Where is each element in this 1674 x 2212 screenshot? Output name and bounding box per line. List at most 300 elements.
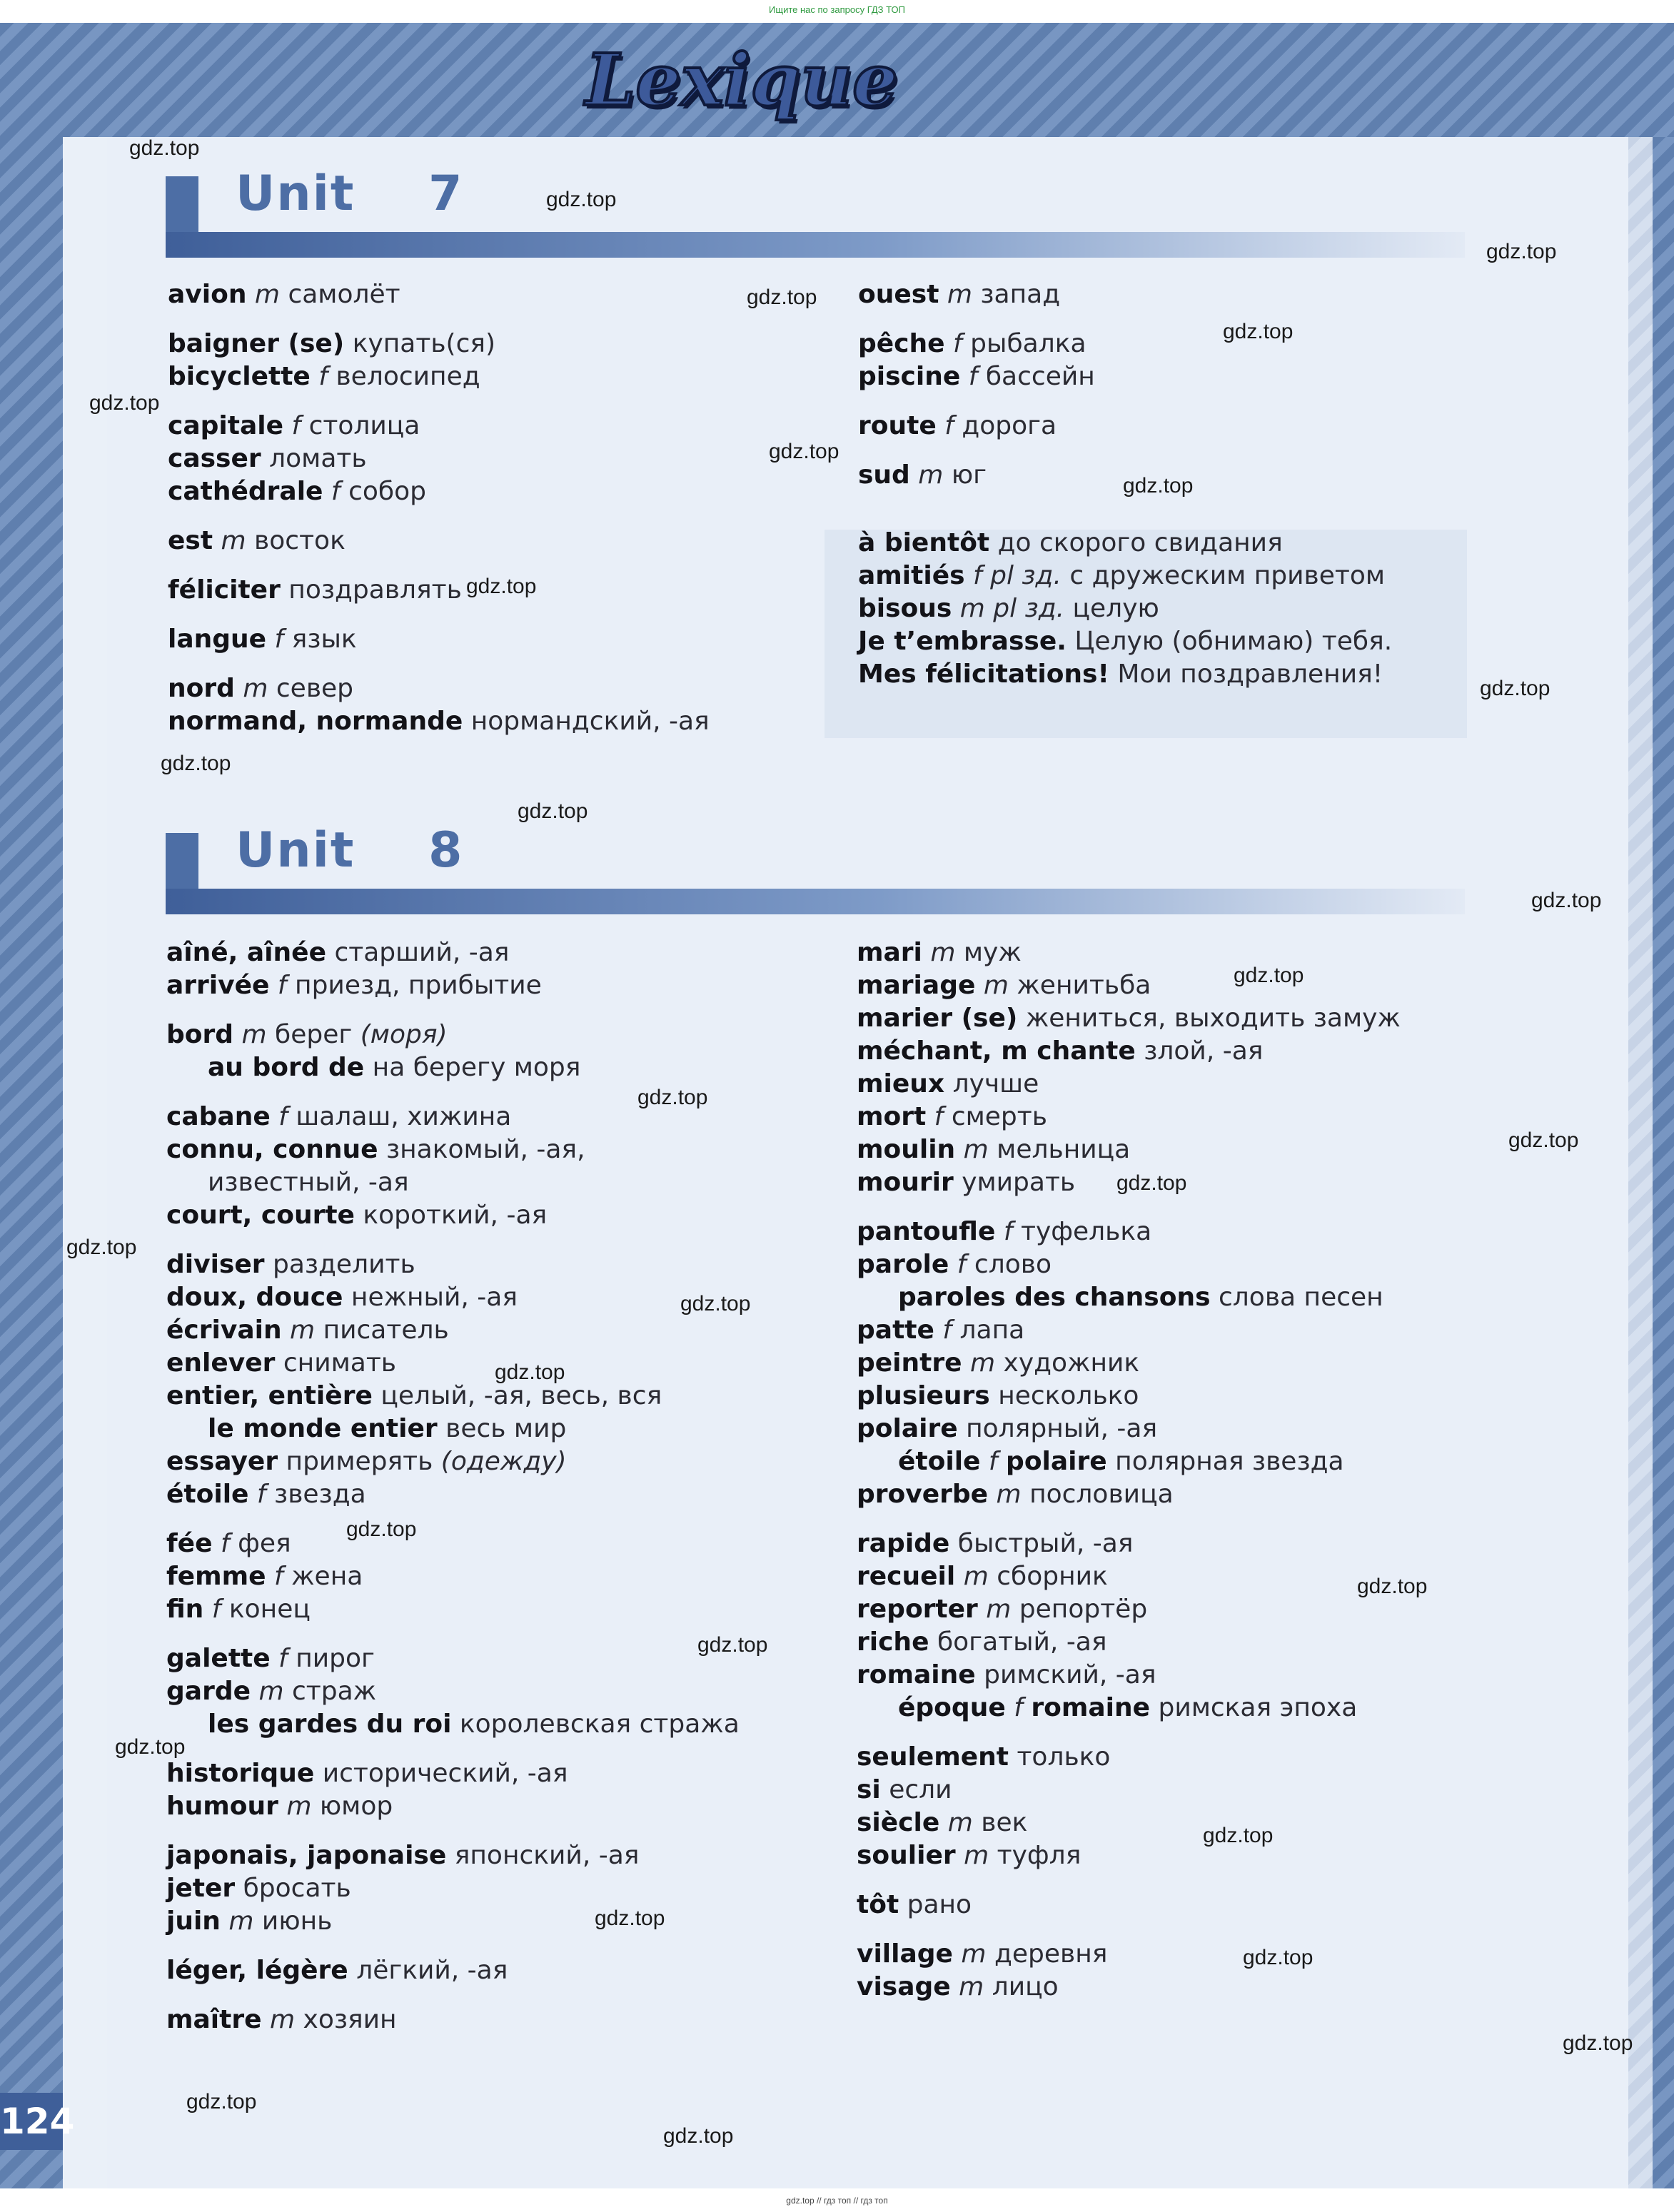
vocab-entry — [166, 1527, 740, 1560]
translation: ломать — [269, 444, 367, 473]
vocab-word: marier (se) — [857, 1004, 1018, 1033]
vocab-entry — [168, 525, 710, 557]
vocab-entry — [857, 1560, 1401, 1593]
grammar-mark: m — [961, 1939, 987, 1969]
translation: римская эпоха — [1158, 1693, 1358, 1722]
vocab-word: cathédrale — [168, 477, 323, 506]
vocab-entry — [857, 1478, 1401, 1511]
translation: собор — [348, 477, 426, 506]
vocab-word: juin — [166, 1907, 221, 1936]
vocab-word: est — [168, 526, 213, 555]
vocab-entry — [857, 1839, 1401, 1872]
grammar-mark: f — [277, 971, 287, 1000]
translation: слова песен — [1218, 1283, 1383, 1312]
vocab-entry — [166, 1019, 740, 1051]
vocab-word: ouest — [858, 280, 939, 309]
vocab-entry — [857, 1281, 1401, 1314]
translation: рыбалка — [970, 329, 1086, 358]
grammar-mark: m — [970, 1348, 996, 1378]
vocab-entry — [858, 278, 1095, 311]
translation: страж — [292, 1677, 377, 1706]
vocab-word: au bord de — [208, 1053, 365, 1082]
translation: хозяин — [303, 2005, 397, 2034]
watermark: gdz.top — [129, 136, 200, 160]
vocab-word: époque — [898, 1693, 1006, 1722]
grammar-mark: m — [286, 1792, 312, 1821]
grammar-mark: m — [258, 1677, 284, 1706]
vocab-entry — [166, 1051, 740, 1084]
vocab-entry — [858, 459, 1095, 492]
grammar-mark: f — [957, 1250, 967, 1279]
watermark: gdz.top — [595, 1907, 665, 1930]
vocab-entry — [166, 1872, 740, 1905]
vocab-word: mariage — [857, 971, 976, 1000]
unit7-title: Unit 7 — [236, 166, 464, 222]
grammar-mark: m — [947, 280, 972, 309]
vocab-entry — [166, 1560, 740, 1593]
unit7-phrases-column — [858, 527, 1392, 691]
translation: умирать — [962, 1168, 1076, 1197]
vocab-word: soulier — [857, 1841, 956, 1870]
vocab-word: essayer — [166, 1447, 278, 1476]
vocab-entry — [166, 1593, 740, 1626]
translation: женитьба — [1017, 971, 1151, 1000]
vocab-entry — [857, 1692, 1401, 1724]
vocab-word: arrivée — [166, 971, 270, 1000]
translation: римский, -ая — [984, 1660, 1156, 1690]
vocab-word: doux, douce — [166, 1283, 343, 1312]
vocab-word: sud — [858, 460, 910, 490]
vocab-word: fin — [166, 1595, 204, 1624]
grammar-mark: m — [243, 674, 268, 703]
translation: запад — [980, 280, 1061, 309]
translation: сборник — [997, 1562, 1108, 1591]
vocab-word: romaine — [857, 1660, 976, 1690]
vocab-word: amitiés — [858, 561, 965, 590]
grammar-mark: m — [290, 1315, 316, 1345]
translation: полярный, -ая — [966, 1414, 1158, 1443]
grammar-mark: m pl зд. — [959, 594, 1065, 623]
grammar-mark: m — [959, 1972, 984, 2001]
vocab-word: paroles des chansons — [898, 1283, 1211, 1312]
vocab-entry — [166, 1839, 740, 1872]
translation: поздравлять — [288, 575, 462, 605]
vocab-word: jeter — [166, 1874, 236, 1903]
vocab-word: maître — [166, 2005, 262, 2034]
translation: если — [889, 1775, 952, 1804]
vocab-word: étoile — [898, 1447, 981, 1476]
vocab-entry — [857, 1774, 1401, 1807]
vocab-word: aîné, aînée — [166, 938, 326, 967]
translation: разделить — [272, 1250, 415, 1279]
watermark: gdz.top — [1508, 1128, 1579, 1152]
vocab-word: garde — [166, 1677, 251, 1706]
watermark: gdz.top — [115, 1735, 186, 1759]
translation: смерть — [951, 1102, 1047, 1131]
translation: короткий, -ая — [363, 1201, 548, 1230]
grammar-mark: m — [241, 1020, 267, 1049]
translation: пословица — [1029, 1480, 1174, 1509]
translation: на берегу моря — [372, 1053, 581, 1082]
vocab-entry — [166, 1347, 740, 1380]
vocab-entry — [166, 936, 740, 969]
vocab-word: romaine — [1031, 1693, 1151, 1722]
translation: королевская стража — [459, 1709, 740, 1739]
grammar-mark: f — [331, 477, 341, 506]
grammar-mark: m — [986, 1595, 1012, 1624]
translation: исторический, -ая — [322, 1759, 568, 1788]
vocab-word: fée — [166, 1529, 213, 1558]
translation: век — [981, 1808, 1028, 1837]
vocab-entry — [857, 1413, 1401, 1445]
vocab-word: capitale — [168, 411, 283, 440]
vocab-entry — [858, 410, 1095, 443]
right-pale-stripe — [1628, 23, 1653, 2188]
watermark: gdz.top — [495, 1360, 565, 1384]
translation: июнь — [261, 1907, 333, 1936]
translation: злой, -ая — [1144, 1036, 1264, 1066]
vocab-entry — [166, 1314, 740, 1347]
vocab-entry — [857, 1741, 1401, 1774]
translation: быстрый, -ая — [957, 1529, 1134, 1558]
vocab-word: bicyclette — [168, 362, 311, 391]
page-number: 124 — [0, 2093, 63, 2150]
translation: юмор — [319, 1792, 393, 1821]
translation: Мои поздравления! — [1117, 660, 1383, 689]
translation: до скорого свидания — [997, 528, 1283, 557]
vocab-word: galette — [166, 1644, 271, 1673]
vocab-word: Je t’embrasse. — [858, 627, 1067, 656]
vocab-entry — [166, 1675, 740, 1708]
unit8-right-column — [857, 936, 1401, 2004]
vocab-word: mort — [857, 1102, 927, 1131]
translation: известный, -ая — [208, 1168, 409, 1197]
vocab-word: village — [857, 1939, 953, 1969]
watermark: gdz.top — [1531, 889, 1602, 912]
grammar-mark: f pl зд. — [973, 561, 1062, 590]
vocab-entry — [168, 410, 710, 443]
vocab-entry — [166, 1954, 740, 1987]
grammar-mark: f — [278, 1644, 288, 1673]
grammar-mark: f — [1003, 1217, 1013, 1246]
vocab-entry — [858, 625, 1392, 658]
vocab-word: pêche — [858, 329, 945, 358]
vocab-word: court, courte — [166, 1201, 355, 1230]
vocab-entry — [858, 658, 1392, 691]
translation: жена — [291, 1562, 363, 1591]
translation: дорога — [962, 411, 1057, 440]
translation: пирог — [296, 1644, 375, 1673]
translation: только — [1017, 1742, 1111, 1772]
translation: туфля — [997, 1841, 1081, 1870]
vocab-entry — [857, 969, 1401, 1002]
grammar-mark: f — [988, 1447, 998, 1476]
bottom-note: gdz.top // гдз топ // гдз топ — [786, 2196, 888, 2206]
translation: примерять — [286, 1447, 433, 1476]
translation: купать(ся) — [352, 329, 496, 358]
vocab-entry — [168, 475, 710, 508]
vocab-entry — [166, 1478, 740, 1511]
vocab-word: polaire — [857, 1414, 958, 1443]
translation: знакомый, -ая, — [386, 1135, 585, 1164]
vocab-word: cabane — [166, 1102, 271, 1131]
vocab-entry — [857, 1101, 1401, 1133]
grammar-mark: f — [274, 625, 284, 654]
vocab-entry — [168, 443, 710, 475]
translation: слово — [974, 1250, 1052, 1279]
watermark: gdz.top — [1243, 1946, 1314, 1969]
grammar-mark: m — [228, 1907, 254, 1936]
vocab-entry — [858, 328, 1095, 360]
watermark: gdz.top — [546, 188, 617, 211]
vocab-word: visage — [857, 1972, 951, 2001]
vocab-word: méchant, m chante — [857, 1036, 1136, 1066]
vocab-entry — [858, 592, 1392, 625]
vocab-word: peintre — [857, 1348, 962, 1378]
vocab-word: si — [857, 1775, 881, 1804]
vocab-word: moulin — [857, 1135, 956, 1164]
vocab-entry — [166, 1642, 740, 1675]
vocab-word: étoile — [166, 1480, 249, 1509]
vocab-word: Mes félicitations! — [858, 660, 1109, 689]
translation: туфелька — [1020, 1217, 1152, 1246]
vocab-word: enlever — [166, 1348, 276, 1378]
vocab-word: rapide — [857, 1529, 950, 1558]
translation: фея — [238, 1529, 291, 1558]
vocab-entry — [857, 1889, 1401, 1921]
vocab-word: riche — [857, 1627, 929, 1657]
translation: с дружеским приветом — [1069, 561, 1386, 590]
watermark: gdz.top — [663, 2124, 734, 2148]
translation: велосипед — [336, 362, 480, 391]
vocab-entry — [168, 623, 710, 656]
grammar-mark: m — [983, 971, 1009, 1000]
usage-note: (моря) — [360, 1020, 448, 1049]
translation: несколько — [998, 1381, 1139, 1410]
vocab-word: historique — [166, 1759, 315, 1788]
grammar-mark: f — [944, 411, 954, 440]
watermark: gdz.top — [518, 799, 588, 823]
translation: деревня — [994, 1939, 1108, 1969]
vocab-entry — [857, 1216, 1401, 1248]
watermark: gdz.top — [66, 1236, 137, 1259]
translation: бассейн — [985, 362, 1095, 391]
watermark: gdz.top — [1486, 240, 1557, 263]
grammar-mark: m — [947, 1808, 973, 1837]
grammar-mark: m — [221, 526, 246, 555]
translation: берег — [275, 1020, 353, 1049]
translation: самолёт — [288, 280, 400, 309]
vocab-word: bord — [166, 1020, 234, 1049]
vocab-word: à bientôt — [858, 528, 990, 557]
vocab-entry — [168, 360, 710, 393]
vocab-entry — [166, 1445, 740, 1478]
vocab-entry — [857, 1445, 1401, 1478]
vocab-entry — [857, 1527, 1401, 1560]
translation: бросать — [243, 1874, 351, 1903]
vocab-word: pantoufle — [857, 1217, 996, 1246]
vocab-word: polaire — [1006, 1447, 1107, 1476]
vocab-word: connu, connue — [166, 1135, 378, 1164]
grammar-mark: f — [953, 329, 962, 358]
grammar-mark: f — [278, 1102, 288, 1131]
translation: целую — [1072, 594, 1159, 623]
translation: восток — [254, 526, 346, 555]
vocab-word: reporter — [857, 1595, 978, 1624]
translation: лучше — [952, 1069, 1039, 1099]
vocab-entry — [857, 1133, 1401, 1166]
vocab-word: mari — [857, 938, 922, 967]
translation: лёгкий, -ая — [356, 1956, 508, 1985]
vocab-word: parole — [857, 1250, 949, 1279]
grammar-mark: m — [930, 938, 956, 967]
vocab-entry — [857, 1626, 1401, 1659]
vocab-entry — [857, 1347, 1401, 1380]
vocab-word: femme — [166, 1562, 266, 1591]
grammar-mark: f — [211, 1595, 221, 1624]
grammar-mark: f — [256, 1480, 266, 1509]
vocab-entry — [857, 1314, 1401, 1347]
translation: репортёр — [1019, 1595, 1148, 1624]
vocab-word: le monde entier — [208, 1414, 438, 1443]
vocab-entry — [166, 1413, 740, 1445]
vocab-word: plusieurs — [857, 1381, 990, 1410]
translation: целый, -ая, весь, вся — [380, 1381, 662, 1410]
vocab-word: tôt — [857, 1890, 899, 1919]
vocab-word: siècle — [857, 1808, 940, 1837]
vocab-word: nord — [168, 674, 235, 703]
grammar-mark: m — [996, 1480, 1022, 1509]
vocab-word: mourir — [857, 1168, 954, 1197]
vocab-word: mieux — [857, 1069, 945, 1099]
vocab-entry — [858, 560, 1392, 592]
grammar-mark: f — [273, 1562, 283, 1591]
translation: мельница — [997, 1135, 1131, 1164]
watermark: gdz.top — [346, 1517, 417, 1541]
vocab-entry — [166, 1166, 740, 1199]
translation: лапа — [959, 1315, 1025, 1345]
vocab-entry — [166, 1708, 740, 1741]
vocab-entry — [857, 936, 1401, 969]
watermark: gdz.top — [1234, 964, 1304, 987]
vocab-word: normand, normande — [168, 707, 463, 736]
vocab-entry — [857, 1659, 1401, 1692]
lexique-logo: Lexique — [585, 38, 898, 122]
translation: лицо — [992, 1972, 1059, 2001]
watermark: gdz.top — [680, 1292, 751, 1315]
vocab-word: léger, légère — [166, 1956, 348, 1985]
vocab-word: féliciter — [168, 575, 281, 605]
vocab-entry — [857, 1248, 1401, 1281]
translation: север — [276, 674, 354, 703]
vocab-entry — [168, 328, 710, 360]
watermark: gdz.top — [1357, 1575, 1428, 1598]
watermark: gdz.top — [1223, 320, 1294, 343]
vocab-entry — [857, 1593, 1401, 1626]
unit7-left-column — [168, 278, 710, 738]
vocab-word: diviser — [166, 1250, 265, 1279]
vocab-entry — [857, 1971, 1401, 2004]
usage-note: (одежду) — [440, 1447, 567, 1476]
translation: писатель — [323, 1315, 449, 1345]
vocab-word: humour — [166, 1792, 278, 1821]
grammar-mark: m — [963, 1135, 989, 1164]
vocab-word: entier, entière — [166, 1381, 373, 1410]
grammar-mark: f — [291, 411, 301, 440]
translation: приезд, прибытие — [295, 971, 542, 1000]
grammar-mark: m — [254, 280, 280, 309]
translation: полярная звезда — [1115, 1447, 1344, 1476]
vocab-entry — [858, 527, 1392, 560]
watermark: gdz.top — [89, 391, 160, 415]
grammar-mark: f — [934, 1102, 944, 1131]
translation: снимать — [283, 1348, 397, 1378]
vocab-entry — [166, 2004, 740, 2036]
translation: столица — [308, 411, 420, 440]
unit8-heading-bar — [166, 889, 1465, 914]
translation: шалаш, хижина — [296, 1102, 512, 1131]
watermark: gdz.top — [1480, 677, 1551, 700]
unit8-title: Unit 8 — [236, 822, 464, 879]
translation: жениться, выходить замуж — [1025, 1004, 1401, 1033]
unit7-right-column — [858, 278, 1095, 492]
vocab-entry — [166, 1380, 740, 1413]
vocab-entry — [166, 1248, 740, 1281]
vocab-word: proverbe — [857, 1480, 989, 1509]
unit7-heading-bar — [166, 232, 1465, 258]
vocab-word: route — [858, 411, 937, 440]
translation: старший, -ая — [334, 938, 510, 967]
watermark: gdz.top — [1203, 1824, 1274, 1847]
grammar-mark: f — [318, 362, 328, 391]
vocab-entry — [166, 969, 740, 1002]
translation: японский, -ая — [454, 1841, 640, 1870]
vocab-word: seulement — [857, 1742, 1009, 1772]
top-note: Ищите нас по запросу ГДЗ ТОП — [769, 4, 905, 15]
vocab-entry — [857, 1807, 1401, 1839]
vocab-word: japonais, japonaise — [166, 1841, 447, 1870]
watermark: gdz.top — [1123, 474, 1194, 498]
watermark: gdz.top — [161, 752, 231, 775]
watermark: gdz.top — [1563, 2031, 1633, 2055]
translation: конец — [228, 1595, 311, 1624]
grammar-mark: f — [942, 1315, 952, 1345]
vocab-word: langue — [168, 625, 267, 654]
translation: художник — [1003, 1348, 1140, 1378]
translation: язык — [291, 625, 357, 654]
vocab-entry — [168, 672, 710, 705]
vocab-entry — [166, 1199, 740, 1232]
vocab-word: écrivain — [166, 1315, 282, 1345]
vocab-word: casser — [168, 444, 261, 473]
watermark: gdz.top — [697, 1633, 768, 1657]
vocab-word: recueil — [857, 1562, 956, 1591]
translation: нежный, -ая — [351, 1283, 518, 1312]
grammar-mark: f — [220, 1529, 230, 1558]
translation: рано — [907, 1890, 972, 1919]
watermark: gdz.top — [747, 286, 817, 309]
vocab-word: avion — [168, 280, 247, 309]
watermark: gdz.top — [186, 2090, 257, 2113]
translation: муж — [963, 938, 1022, 967]
vocab-entry — [857, 1035, 1401, 1068]
vocab-entry — [857, 1068, 1401, 1101]
vocab-word: baigner (se) — [168, 329, 345, 358]
right-decorative-stripe — [1653, 23, 1674, 2188]
vocab-entry — [858, 360, 1095, 393]
vocab-entry — [166, 1757, 740, 1790]
watermark: gdz.top — [769, 440, 839, 463]
